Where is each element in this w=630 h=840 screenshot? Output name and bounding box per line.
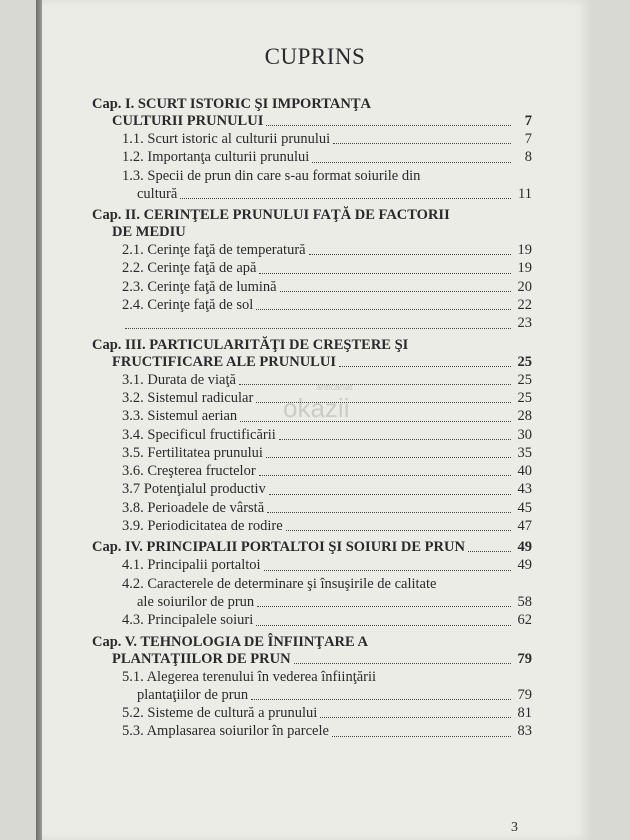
toc-entry	[92, 556, 532, 574]
dot-leader	[257, 605, 511, 607]
toc-entry-label: 1.2. Importanţa culturii prunului	[122, 149, 310, 166]
chapter-heading-line	[92, 224, 532, 241]
toc-page-number: 20	[517, 278, 532, 295]
toc-page-number: 23	[517, 315, 532, 332]
toc-entry	[92, 426, 532, 444]
toc-page-number: 47	[517, 518, 532, 535]
toc-entry	[92, 407, 532, 425]
chapter-title-text: PLANTAŢIILOR DE PRUN	[112, 650, 291, 667]
chapter-heading	[92, 337, 532, 371]
dot-leader	[125, 327, 511, 329]
dot-leader	[294, 662, 511, 664]
toc-entry	[92, 167, 532, 185]
toc-entry-continuation	[92, 185, 532, 203]
toc-page-number: 79	[517, 686, 532, 703]
dot-leader	[312, 161, 511, 163]
dot-leader	[240, 420, 511, 422]
page-title: CUPRINS	[264, 44, 366, 69]
dot-leader	[309, 253, 511, 255]
chapter-title-text: Cap. I. SCURT ISTORIC ŞI IMPORTANŢA	[92, 96, 371, 112]
chapter-heading-line	[92, 337, 532, 354]
chapter-heading-line	[92, 354, 532, 371]
toc-entry-label: 1.3. Specii de prun din care s-au format soiurile din	[122, 167, 421, 184]
toc-entry-label-cont: ale soiurilor de prun	[137, 593, 255, 610]
toc-entry-label: 1.1. Scurt istoric al culturii prunului	[122, 131, 331, 147]
toc-page-number: 81	[517, 705, 532, 722]
page-number: 3	[511, 820, 518, 835]
chapter-heading-line	[92, 539, 532, 556]
toc-entry-label: 2.1. Cerinţe faţă de temperatură	[122, 242, 306, 259]
toc-entry	[92, 371, 532, 389]
toc-page-number: 7	[524, 131, 532, 147]
toc-page-number: 35	[517, 444, 532, 461]
dot-leader	[468, 550, 511, 552]
dot-leader	[280, 290, 511, 292]
dot-leader	[259, 272, 511, 274]
dot-leader	[256, 401, 511, 403]
toc-entry-label: 3.9. Periodicitatea de rodire	[122, 518, 283, 535]
toc-entry-label: 2.2. Cerinţe faţă de apă	[122, 260, 257, 277]
toc-entry-label-cont: cultură	[137, 185, 178, 202]
toc-entry-label: 3.1. Durata de viaţă	[122, 371, 236, 388]
chapter-heading-line	[92, 96, 532, 113]
watermark: okazii	[283, 393, 350, 423]
dot-leader	[320, 716, 511, 718]
toc-page-number: 45	[517, 499, 532, 516]
dot-leader	[251, 698, 511, 700]
chapter-heading-line	[92, 207, 532, 224]
toc-entry-label: 3.2. Sistemul radicular	[122, 389, 254, 406]
dot-leader	[267, 511, 511, 513]
toc-entry	[92, 499, 532, 517]
toc-entry-label: 5.3. Amplasarea soiurilor în parcele	[122, 723, 329, 740]
dot-leader	[333, 142, 511, 144]
chapter-title-text: CULTURII PRUNULUI	[112, 113, 264, 129]
toc-entry	[92, 611, 532, 629]
toc-entry-continuation	[92, 593, 532, 611]
toc-entry-label: 2.4. Cerinţe faţă de sol	[122, 297, 254, 314]
toc-entry-label-cont: plantaţiilor de prun	[137, 686, 249, 703]
chapter-page-number: 49	[517, 539, 532, 556]
toc-page-number: 58	[517, 593, 532, 610]
toc-entry-label: 4.2. Caracterele de determinare şi însuşirile de calitate	[122, 575, 437, 592]
toc-entry	[92, 444, 532, 462]
toc-entry-label: 3.8. Perioadele de vârstă	[122, 499, 265, 516]
toc-entry-label: 3.4. Specificul fructificării	[122, 426, 276, 443]
dot-leader	[180, 197, 511, 199]
chapter-heading	[92, 634, 532, 668]
toc-page-number: 28	[517, 408, 532, 425]
chapter-page-number: 7	[524, 113, 532, 129]
toc-entry-label: 5.2. Sisteme de cultură a prunului	[122, 705, 318, 722]
dot-leader	[266, 456, 511, 458]
toc-entry-label: 3.3. Sistemul aerian	[122, 408, 238, 425]
toc-entry	[92, 296, 532, 314]
toc-entry	[92, 148, 532, 166]
chapter-heading	[92, 207, 532, 241]
toc-page-number: 8	[524, 149, 532, 166]
toc-page-number: 22	[517, 297, 532, 314]
toc-entry-label: 2.3. Cerinţe faţă de lumină	[122, 278, 277, 295]
chapter-page-number: 79	[517, 650, 532, 667]
chapter-heading	[92, 96, 532, 130]
toc-entry	[92, 389, 532, 407]
dot-leader	[266, 124, 511, 126]
toc-entry-label: 3.7 Potenţialul productiv	[122, 481, 266, 498]
toc-page-number: 19	[517, 260, 532, 277]
toc-page-number: 19	[517, 242, 532, 259]
toc-entry	[92, 462, 532, 480]
chapter-heading	[92, 539, 532, 556]
toc-entry-label: 3.6. Creşterea fructelor	[122, 463, 256, 480]
dot-leader	[256, 624, 511, 626]
toc-page-number: 83	[517, 723, 532, 740]
toc-page-number: 25	[517, 371, 532, 388]
dot-leader	[259, 474, 511, 476]
toc-entry	[92, 517, 532, 535]
toc-entry	[92, 130, 532, 148]
chapter-title-text: Cap. V. TEHNOLOGIA DE ÎNFIINŢARE A	[92, 633, 368, 650]
toc-entry	[92, 241, 532, 259]
toc-entry-label: 4.1. Principalii portaltoi	[122, 557, 261, 574]
table-of-contents	[92, 92, 532, 741]
chapter-title-text: Cap. II. CERINŢELE PRUNULUI FAŢĂ DE FACTORII	[92, 207, 450, 224]
chapter-title-text: DE MEDIU	[112, 224, 186, 241]
toc-trailing	[92, 314, 532, 332]
toc-page-number: 40	[517, 463, 532, 480]
toc-page-number: 62	[517, 612, 532, 629]
chapter-page-number: 25	[517, 353, 532, 370]
toc-entry-label: 4.3. Principalele soiuri	[122, 612, 254, 629]
dot-leader	[239, 383, 511, 385]
toc-page-number: 43	[517, 481, 532, 498]
toc-entry	[92, 668, 532, 686]
toc-entry	[92, 480, 532, 498]
toc-page-number: 30	[517, 426, 532, 443]
toc-page-number: 49	[517, 557, 532, 574]
dot-leader	[279, 438, 511, 440]
toc-entry-label: 3.5. Fertilitatea prunului	[122, 444, 263, 461]
chapter-heading-line	[92, 651, 532, 668]
chapter-title-text: FRUCTIFICARE ALE PRUNULUI	[112, 353, 336, 370]
toc-entry-continuation	[92, 686, 532, 704]
chapter-title-text: Cap. III. PARTICULARITĂŢI DE CREŞTERE ŞI	[92, 336, 409, 353]
chapter-heading-line	[92, 634, 532, 651]
dot-leader	[256, 308, 511, 310]
dot-leader	[332, 735, 511, 737]
dot-leader	[339, 365, 511, 367]
dot-leader	[269, 493, 511, 495]
toc-page-number: 25	[517, 389, 532, 406]
toc-entry	[92, 575, 532, 593]
toc-entry	[92, 704, 532, 722]
toc-entry	[92, 722, 532, 740]
dot-leader	[264, 569, 511, 571]
dot-leader	[286, 529, 511, 531]
chapter-heading-line	[92, 113, 532, 130]
toc-entry	[92, 259, 532, 277]
toc-entry	[92, 278, 532, 296]
watermark-sub: anticariat	[316, 382, 353, 392]
toc-entry-label: 5.1. Alegerea terenului în vederea înfiinţării	[122, 668, 377, 685]
toc-page-number: 11	[518, 185, 532, 202]
chapter-title-text: Cap. IV. PRINCIPALII PORTALTOI ŞI SOIURI DE PRUN	[92, 539, 465, 556]
